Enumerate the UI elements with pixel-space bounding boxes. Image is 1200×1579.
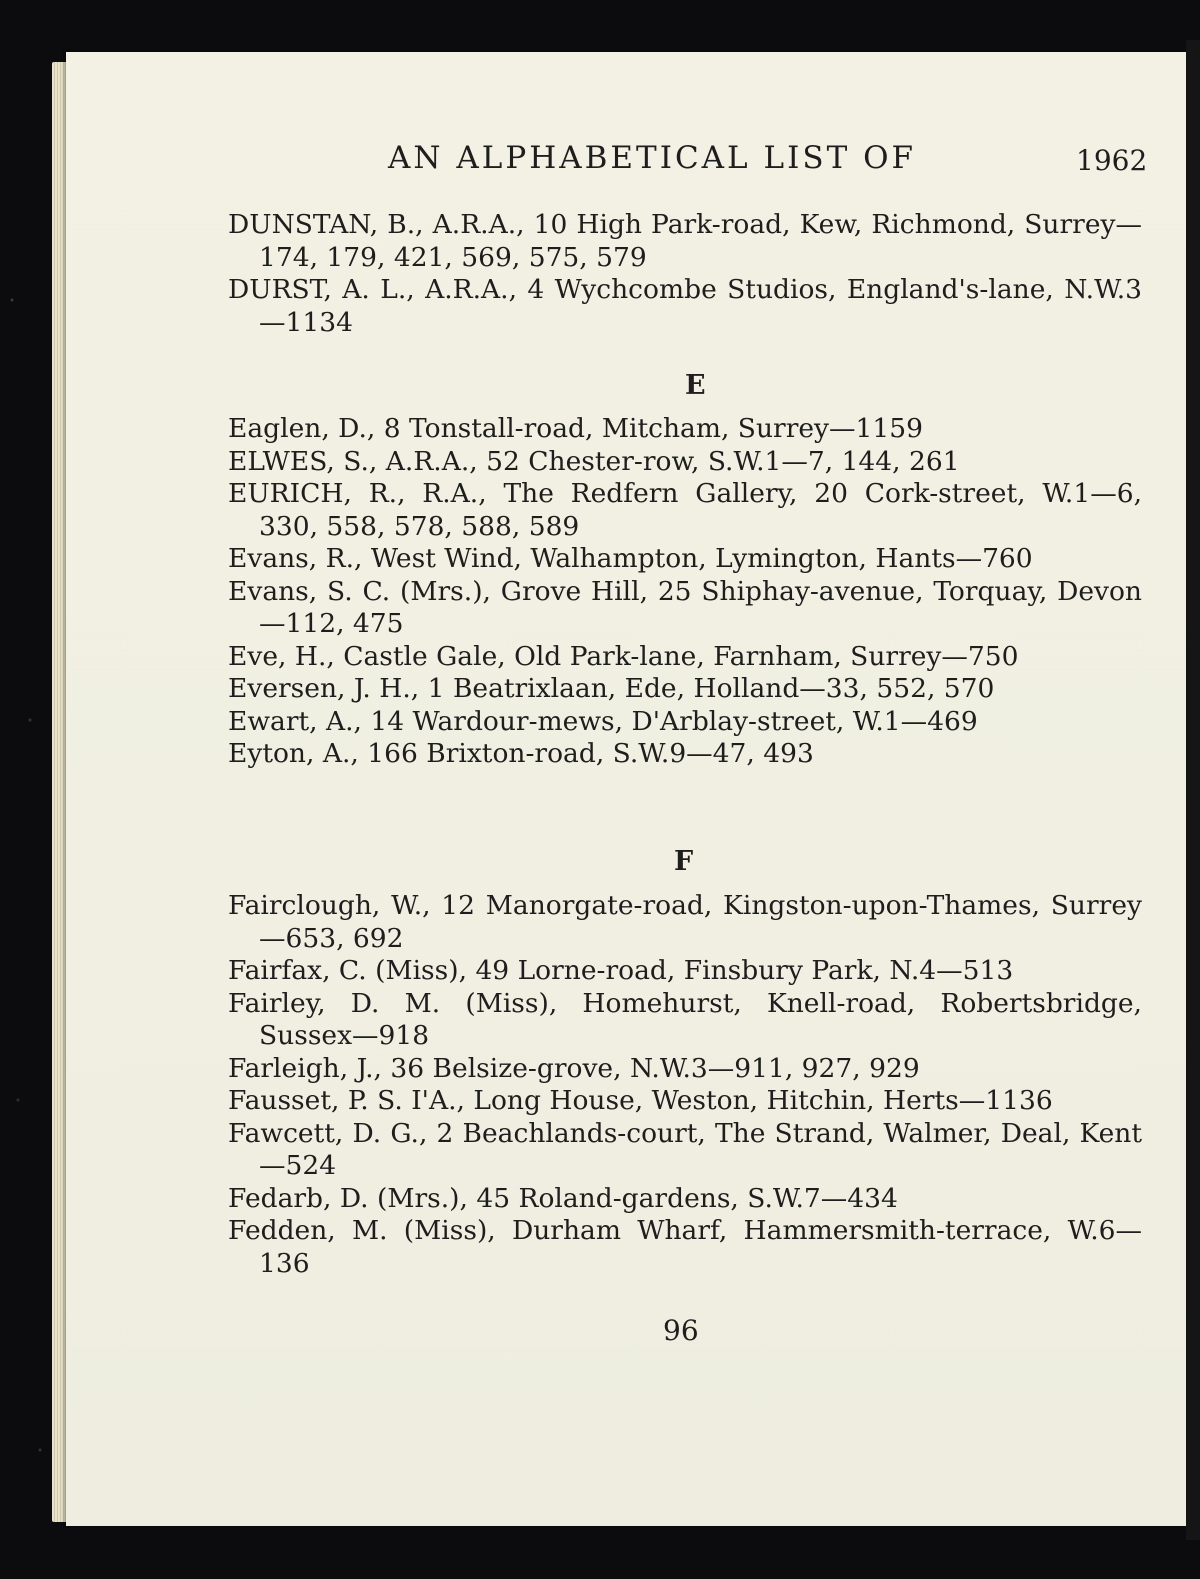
binding-shadow — [1186, 40, 1200, 1540]
list-entry: Eve, H., Castle Gale, Old Park-lane, Farnham, Surrey—750 — [228, 640, 1019, 672]
header-year: 1962 — [1076, 144, 1148, 177]
list-entry: Fairfax, C. (Miss), 49 Lorne-road, Finsbury Park, N.4—513 — [228, 955, 1014, 986]
list-entry: Fedden, M. (Miss), Durham Wharf, Hammersmith-terrace, W.6—136 — [228, 1215, 1142, 1279]
section-d-entries — [228, 209, 1142, 339]
section-heading-f: F — [674, 846, 694, 877]
list-entry: Eversen, J. H., 1 Beatrixlaan, Ede, Holland—33, 552, 570 — [228, 673, 995, 704]
list-entry: Evans, S. C. (Mrs.), Grove Hill, 25 Shiphay-avenue, Torquay, Devon—112, 475 — [228, 575, 1142, 639]
page-number: 96 — [663, 1314, 699, 1347]
section-e-entries — [228, 413, 1142, 771]
list-entry: Evans, R., West Wind, Walhampton, Lymington, Hants—760 — [228, 543, 1033, 574]
list-entry: Eaglen, D., 8 Tonstall-road, Mitcham, Surrey—1159 — [228, 413, 923, 444]
list-entry: Farleigh, J., 36 Belsize-grove, N.W.3—911, 927, 929 — [228, 1052, 920, 1084]
header-title: AN ALPHABETICAL LIST OF — [388, 140, 917, 176]
list-entry: Ewart, A., 14 Wardour-mews, D'Arblay-street, W.1—469 — [228, 705, 978, 737]
list-entry: Fawcett, D. G., 2 Beachlands-court, The Strand, Walmer, Deal, Kent—524 — [228, 1117, 1142, 1181]
list-entry: Fairley, D. M. (Miss), Homehurst, Knell-road, Robertsbridge, Sussex—918 — [228, 987, 1142, 1051]
list-entry: Eyton, A., 166 Brixton-road, S.W.9—47, 493 — [228, 738, 814, 769]
list-entry: ELWES, S., A.R.A., 52 Chester-row, S.W.1—7, 144, 261 — [228, 445, 960, 477]
list-entry: EURICH, R., R.A., The Redfern Gallery, 20 Cork-street, W.1—6, 330, 558, 578, 588, 589 — [228, 478, 1142, 542]
list-entry: Fedarb, D. (Mrs.), 45 Roland-gardens, S.W.7—434 — [228, 1182, 898, 1214]
running-header — [0, 140, 1200, 180]
list-entry: DURST, A. L., A.R.A., 4 Wychcombe Studios, England's-lane, N.W.3—1134 — [228, 274, 1142, 338]
section-f-entries — [228, 890, 1142, 1280]
list-entry: Fairclough, W., 12 Manorgate-road, Kingston-upon-Thames, Surrey—653, 692 — [228, 890, 1142, 954]
section-heading-e: E — [685, 370, 706, 401]
list-entry: Fausset, P. S. I'A., Long House, Weston, Hitchin, Herts—1136 — [228, 1085, 1053, 1116]
list-entry: DUNSTAN, B., A.R.A., 10 High Park-road, Kew, Richmond, Surrey—174, 179, 421, 569, 575, 579 — [228, 209, 1142, 273]
